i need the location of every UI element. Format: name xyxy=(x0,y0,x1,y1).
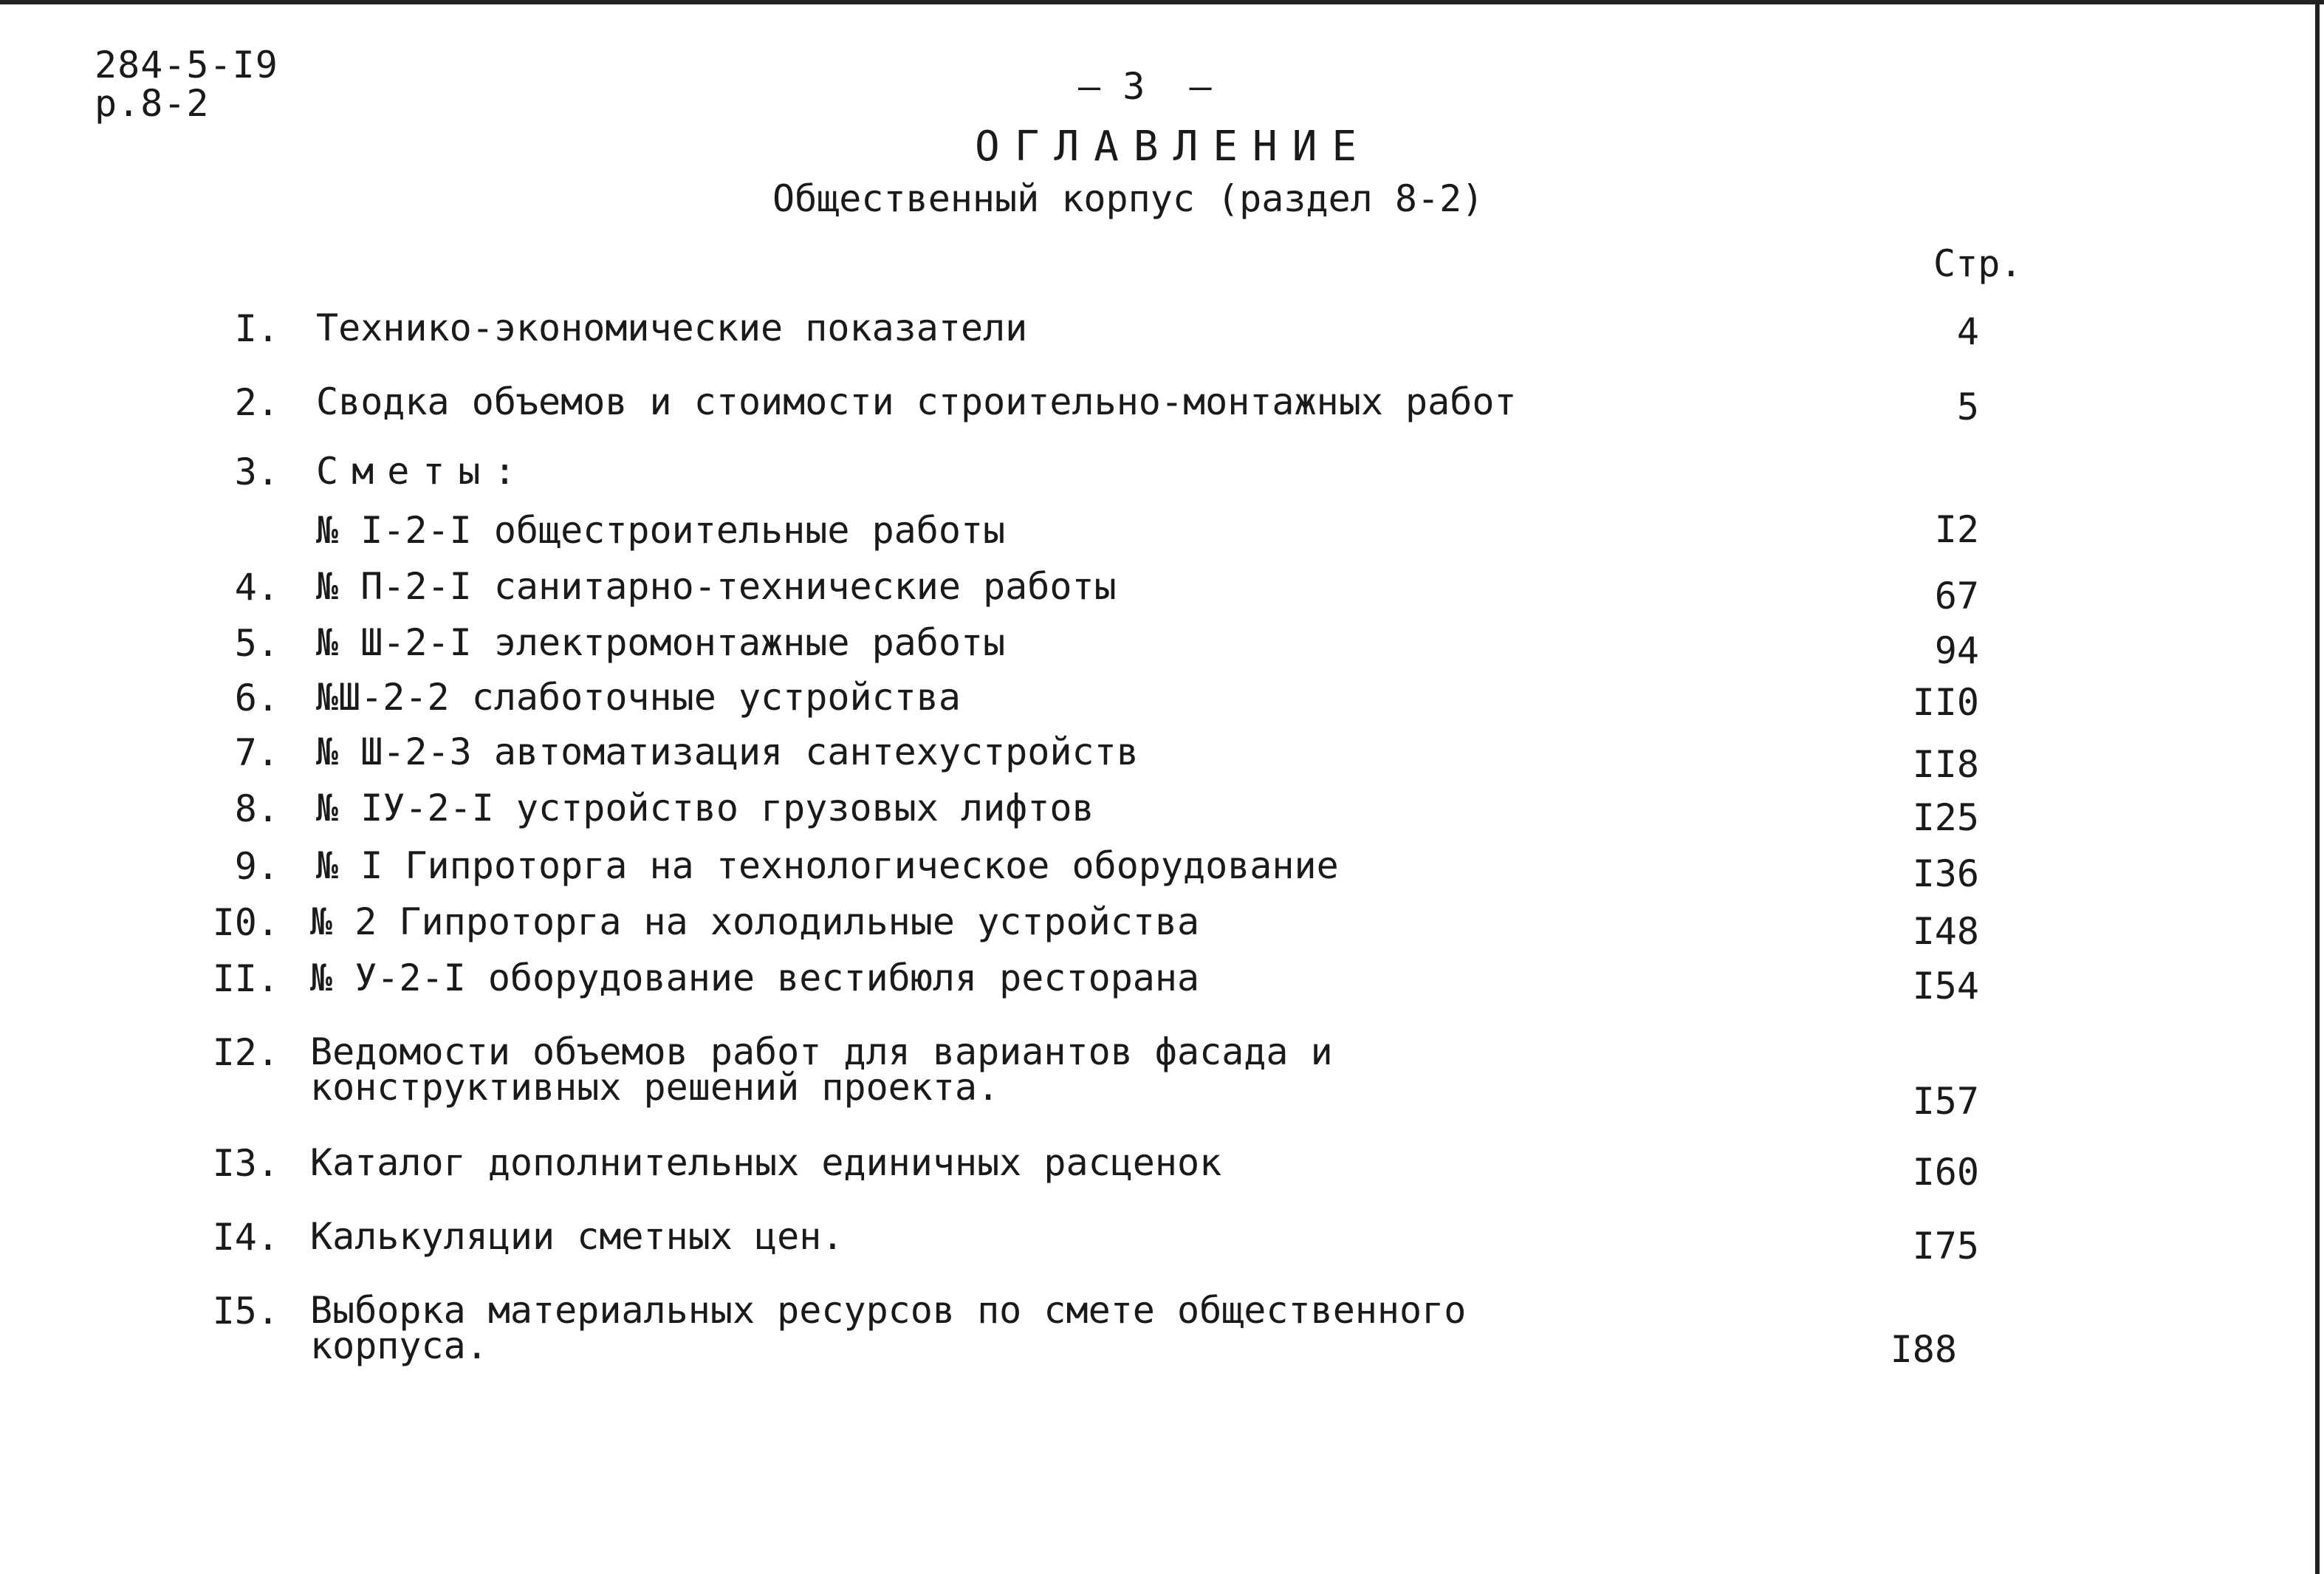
toc-entry-page: I2 xyxy=(1934,508,1979,551)
toc-entry-title xyxy=(310,1215,844,1258)
toc-entry-page: I36 xyxy=(1912,852,1979,895)
toc-entry-title xyxy=(310,1141,1222,1184)
toc-entry-page: II8 xyxy=(1912,743,1979,786)
toc-entry-title xyxy=(310,900,1200,943)
toc-entry-title-line: Сводка объемов и стоимости строительно-монтажных работ xyxy=(316,380,1517,423)
toc-entry-title xyxy=(316,380,1517,423)
toc-entry-page: I88 xyxy=(1890,1328,1957,1371)
toc-entry-title xyxy=(310,957,1200,999)
toc-entry-title xyxy=(310,1289,1467,1367)
toc-entry-title-line: Выборка материальных ресурсов по смете общественного xyxy=(310,1289,1467,1332)
document-code xyxy=(95,46,278,123)
toc-entry-page: 94 xyxy=(1934,629,1979,672)
toc-entry-title-line: № I Гипроторга на технологическое оборудование xyxy=(316,844,1339,887)
toc-entry-number: I3. xyxy=(212,1142,279,1185)
toc-entry-title-line: Калькуляции сметных цен. xyxy=(310,1215,844,1258)
toc-entry-number: II. xyxy=(212,957,279,1000)
toc-entry-title-line: № 2 Гипроторга на холодильные устройства xyxy=(310,900,1200,943)
toc-entry-title-line: Технико-экономические показатели xyxy=(316,307,1028,349)
toc-entry-page: II0 xyxy=(1912,681,1979,724)
toc-entry-number: I. xyxy=(234,307,279,350)
toc-entry-page: 5 xyxy=(1956,386,1979,428)
toc-entry-title xyxy=(316,676,961,719)
page-number: — 3 — xyxy=(1078,65,1212,108)
toc-entry-page: 67 xyxy=(1934,575,1979,617)
toc-entry-page: I25 xyxy=(1912,796,1979,839)
toc-entry-number: 7. xyxy=(234,731,279,774)
toc-entry-page: I75 xyxy=(1912,1225,1979,1267)
toc-entry-number: I2. xyxy=(212,1031,279,1074)
toc-entry-number: 6. xyxy=(234,677,279,719)
toc-entry-title-line: Сметы: xyxy=(316,450,529,493)
toc-entry-title-line: № IУ-2-I устройство грузовых лифтов xyxy=(316,787,1094,829)
toc-entry-page: I60 xyxy=(1912,1151,1979,1194)
toc-entry-title-line: Каталог дополнительных единичных расценок xyxy=(310,1141,1222,1184)
toc-entry-number: 5. xyxy=(234,622,279,665)
toc-entry-title xyxy=(316,307,1028,349)
toc-entry-title-line: №Ш-2-2 слаботочные устройства xyxy=(316,676,961,719)
document-code-line-1: 284-5-I9 xyxy=(95,44,278,86)
toc-entry-title-line: конструктивных решений проекта. xyxy=(310,1066,1000,1109)
toc-entry-title xyxy=(316,450,529,493)
toc-entry-title-line: № I-2-I общестроительные работы xyxy=(316,509,1006,552)
toc-entry-title-line: Ведомости объемов работ для вариантов фасада и xyxy=(310,1030,1333,1073)
page-frame-top xyxy=(0,0,2324,4)
document-code-line-2: р.8-2 xyxy=(95,82,210,125)
page-frame-right xyxy=(2315,0,2320,1574)
toc-entry-title-line: № Ш-2-3 автоматизация сантехустройств xyxy=(316,730,1139,773)
toc-entry-number: 4. xyxy=(234,566,279,609)
page-subtitle: Общественный корпус (раздел 8-2) xyxy=(772,177,1484,220)
toc-entry-page: 4 xyxy=(1956,310,1979,353)
toc-entry-title-line: № П-2-I санитарно-технические работы xyxy=(316,565,1117,608)
toc-entry-title xyxy=(310,1030,1333,1109)
toc-entry-number: 3. xyxy=(234,451,279,493)
toc-entry-title xyxy=(316,621,1006,664)
toc-entry-number: I0. xyxy=(212,901,279,944)
toc-entry-page: I48 xyxy=(1912,910,1979,953)
toc-entry-number: 2. xyxy=(234,381,279,424)
toc-entry-title xyxy=(316,509,1006,552)
toc-entry-number: 8. xyxy=(234,787,279,830)
toc-entry-title xyxy=(316,565,1117,608)
toc-entry-number: 9. xyxy=(234,845,279,888)
page-title: ОГЛАВЛЕНИЕ xyxy=(975,123,1372,171)
toc-entry-title xyxy=(316,730,1139,773)
toc-entry-title-line: № Ш-2-I электромонтажные работы xyxy=(316,621,1006,664)
toc-entry-page: I57 xyxy=(1912,1080,1979,1123)
toc-entry-title-line: № У-2-I оборудование вестибюля ресторана xyxy=(310,957,1200,999)
page-column-header: Стр. xyxy=(1933,242,2023,285)
toc-entry-number: I5. xyxy=(212,1290,279,1332)
toc-entry-title xyxy=(316,844,1339,887)
toc-entry-title-line: корпуса. xyxy=(310,1324,488,1367)
toc-entry-title xyxy=(316,787,1094,829)
toc-entry-page: I54 xyxy=(1912,965,1979,1007)
toc-entry-number: I4. xyxy=(212,1216,279,1259)
